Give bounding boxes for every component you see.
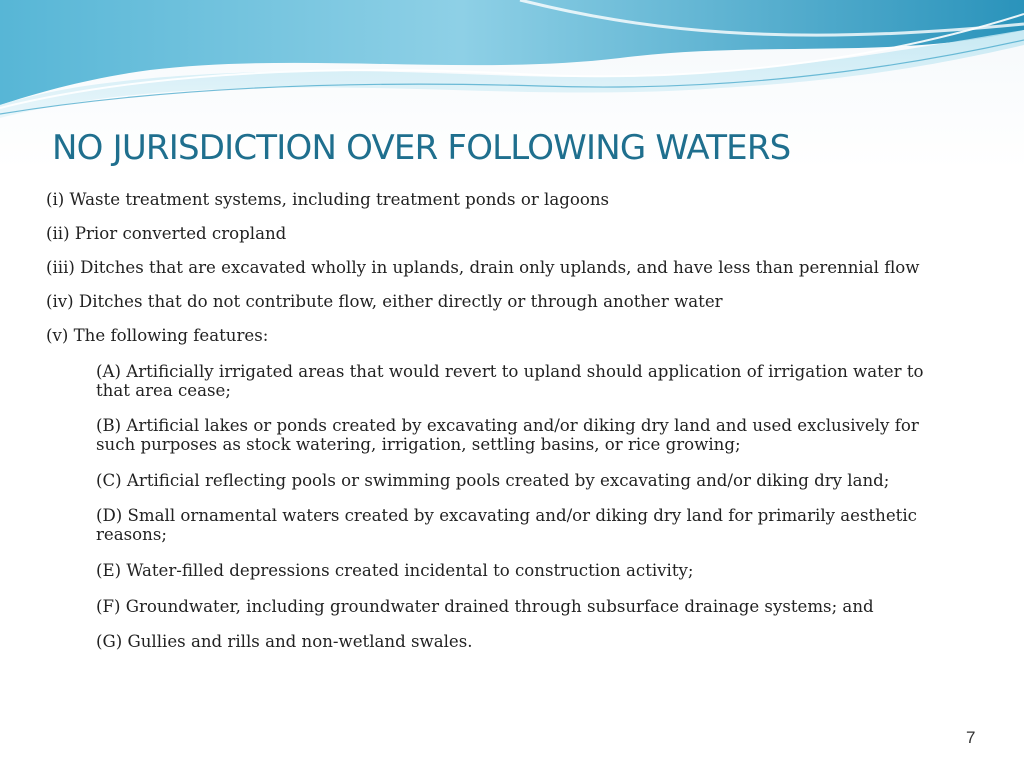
list-item: (iii) Ditches that are excavated wholly in uplands, drain only uplands, and have less than perennial flow <box>46 258 920 277</box>
content-list <box>46 190 951 666</box>
list-item: (i) Waste treatment systems, including treatment ponds or lagoons <box>46 190 610 209</box>
page-number: 7 <box>966 728 976 747</box>
sub-list-item: (E) Water-filled depressions created incidental to construction activity; <box>96 560 694 580</box>
list-item: (iv) Ditches that do not contribute flow, either directly or through another water <box>46 292 723 311</box>
list-item: (ii) Prior converted cropland <box>46 224 287 243</box>
sub-list-item: (F) Groundwater, including groundwater drained through subsurface drainage systems; and <box>96 596 874 616</box>
list-item: (v) The following features: <box>46 326 269 345</box>
sub-list-item: (G) Gullies and rills and non-wetland swales. <box>96 632 473 652</box>
sub-list-item: (D) Small ornamental waters created by excavating and/or diking dry land for primarily aesthetic reasons; <box>96 506 917 545</box>
page-title: NO JURISDICTION OVER FOLLOWING WATERS <box>52 128 791 168</box>
sub-list-item: (C) Artificial reflecting pools or swimming pools created by excavating and/or diking dry land; <box>96 470 890 490</box>
sub-list-item: (B) Artificial lakes or ponds created by excavating and/or diking dry land and used exclusively for such purposes as stock watering, irrigation, settling basins, or rice growing; <box>96 416 919 455</box>
sub-list-item: (A) Artificially irrigated areas that would revert to upland should application of irrigation water to that area cease; <box>96 361 924 400</box>
header-wave-decoration <box>0 0 1024 140</box>
